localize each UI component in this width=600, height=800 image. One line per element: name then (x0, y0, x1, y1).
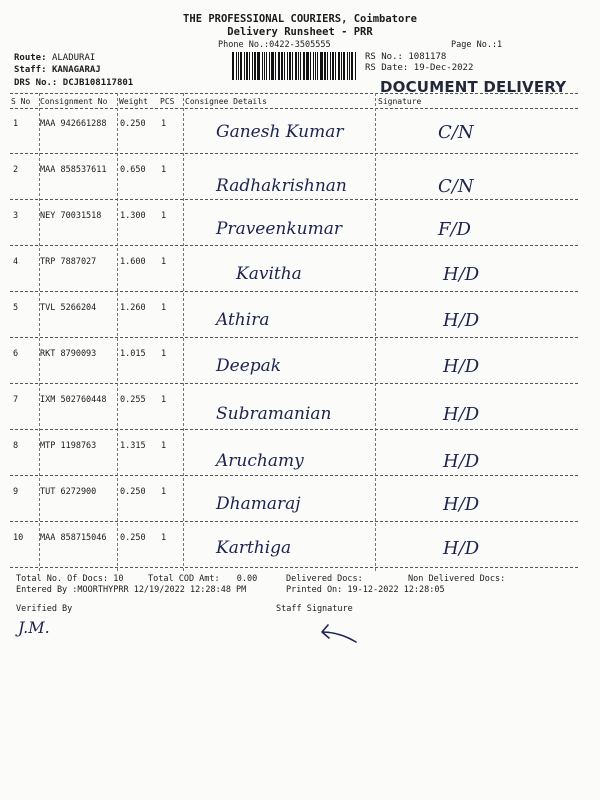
total-cod-value: 0.00 (236, 574, 258, 584)
row-sno: 3 (13, 211, 19, 221)
row-pcs: 1 (161, 303, 167, 313)
document-subtitle: Delivery Runsheet - PRR (227, 26, 373, 38)
row-weight: 0.250 (120, 119, 146, 129)
drs-value: DCJB108117801 (62, 78, 134, 88)
row-rule (10, 199, 578, 200)
row-rule (10, 521, 578, 522)
table-top-rule (10, 93, 578, 94)
row-weight: 0.250 (120, 487, 146, 497)
table-header-rule (10, 108, 578, 109)
row-consignment-no: MAA 858715046 (40, 533, 107, 543)
row-pcs: 1 (161, 533, 167, 543)
col-divider-consignment (117, 93, 118, 571)
row-consignee-name: Deepak (216, 356, 282, 376)
rs-no-value: 1081178 (408, 52, 447, 62)
staff-row (14, 65, 101, 75)
rs-date-value: 19-Dec-2022 (413, 63, 474, 73)
row-weight: 0.650 (120, 165, 146, 175)
row-consignee-name: Kavitha (236, 264, 302, 284)
delivered-docs-label: Delivered Docs: (286, 574, 363, 584)
col-divider-consignee (375, 93, 376, 571)
row-rule (10, 153, 578, 154)
rs-date-row (365, 63, 473, 73)
row-sno: 8 (13, 441, 19, 451)
drs-row (14, 78, 133, 88)
rs-no-row (365, 52, 446, 62)
col-header-pcs: PCS (160, 97, 175, 106)
row-rule (10, 567, 578, 568)
row-consignment-no: MAA 942661288 (40, 119, 107, 129)
row-consignee-name: Praveenkumar (216, 219, 343, 239)
row-pcs: 1 (161, 165, 167, 175)
total-cod (148, 574, 257, 584)
row-consignee-name: Dhamaraj (216, 494, 301, 514)
row-pcs: 1 (161, 487, 167, 497)
col-header-signature: Signature (378, 97, 422, 106)
route-row (14, 53, 95, 63)
row-pcs: 1 (161, 441, 167, 451)
page-number: Page No.:1 (451, 40, 503, 50)
row-weight: 1.300 (120, 211, 146, 221)
row-consignment-no: TUT 6272900 (40, 487, 97, 497)
document-delivery-stamp: DOCUMENT DELIVERY (380, 78, 567, 96)
row-pcs: 1 (161, 119, 167, 129)
staff-value: KANAGARAJ (51, 65, 101, 75)
col-header-weight: Weight (119, 97, 148, 106)
row-signature: H/D (443, 451, 480, 472)
row-rule (10, 291, 578, 292)
row-sno: 4 (13, 257, 19, 267)
row-consignment-no: TRP 7887027 (40, 257, 97, 267)
printed-on: Printed On: 19-12-2022 12:28:05 (286, 585, 445, 595)
rs-no-label: RS No.: (365, 52, 403, 62)
row-rule (10, 383, 578, 384)
rs-date-label: RS Date: (365, 63, 409, 73)
col-header-sno: S No (11, 97, 31, 106)
col-divider-pcs (183, 93, 184, 571)
total-docs-value: 10 (113, 574, 124, 584)
row-pcs: 1 (161, 257, 167, 267)
row-weight: 1.015 (120, 349, 146, 359)
row-signature: C/N (438, 122, 474, 143)
row-sno: 5 (13, 303, 19, 313)
row-rule (10, 337, 578, 338)
row-signature: H/D (443, 264, 480, 285)
route-value: ALADURAI (51, 53, 96, 63)
row-consignee-name: Subramanian (216, 404, 332, 424)
col-header-consignment: Consignment No (40, 97, 108, 106)
barcode (232, 52, 357, 80)
row-signature: C/N (438, 176, 474, 197)
row-signature: H/D (443, 356, 480, 377)
row-weight: 1.600 (120, 257, 146, 267)
row-signature: H/D (443, 310, 480, 331)
col-header-consignee: Consignee Details (185, 97, 267, 106)
verified-by-label: Verified By (16, 604, 73, 614)
row-consignment-no: MAA 858537611 (40, 165, 107, 175)
row-pcs: 1 (161, 211, 167, 221)
non-delivered-docs-label: Non Delivered Docs: (408, 574, 506, 584)
row-signature: H/D (443, 538, 480, 559)
row-consignment-no: NEY 70031518 (40, 211, 102, 221)
row-signature: H/D (443, 494, 480, 515)
entered-by: Entered By :MOORTHYPRR 12/19/2022 12:28:48 PM (16, 585, 247, 595)
document-title: THE PROFESSIONAL COURIERS, Coimbatore (183, 13, 417, 25)
verified-by-signature: J.M. (18, 618, 50, 637)
drs-label: DRS No.: (14, 78, 58, 88)
row-consignee-name: Radhakrishnan (216, 176, 347, 196)
row-rule (10, 475, 578, 476)
row-pcs: 1 (161, 395, 167, 405)
row-consignment-no: TVL 5266204 (40, 303, 97, 313)
row-weight: 0.255 (120, 395, 146, 405)
row-weight: 0.250 (120, 533, 146, 543)
row-signature: H/D (443, 404, 480, 425)
row-rule (10, 429, 578, 430)
row-consignment-no: MTP 1198763 (40, 441, 97, 451)
route-label: Route: (14, 53, 47, 63)
row-sno: 10 (13, 533, 24, 543)
row-consignee-name: Athira (216, 310, 270, 330)
row-sno: 2 (13, 165, 19, 175)
row-weight: 1.315 (120, 441, 146, 451)
row-pcs: 1 (161, 349, 167, 359)
total-docs (16, 574, 124, 584)
row-rule (10, 245, 578, 246)
row-consignment-no: IXM 502760448 (40, 395, 107, 405)
row-sno: 6 (13, 349, 19, 359)
row-sno: 7 (13, 395, 19, 405)
row-sno: 1 (13, 119, 19, 129)
total-docs-label: Total No. Of Docs: (16, 574, 109, 584)
total-cod-label: Total COD Amt: (148, 574, 220, 584)
row-consignment-no: RKT 8790093 (40, 349, 97, 359)
row-consignee-name: Aruchamy (216, 451, 304, 471)
row-consignee-name: Ganesh Kumar (216, 122, 344, 142)
staff-signature-mark (316, 620, 366, 646)
row-weight: 1.260 (120, 303, 146, 313)
row-signature: F/D (438, 219, 471, 240)
staff-label: Staff: (14, 65, 47, 75)
staff-signature-label: Staff Signature (276, 604, 353, 614)
row-consignee-name: Karthiga (216, 538, 292, 558)
phone-number: Phone No.:0422-3505555 (218, 40, 331, 50)
row-sno: 9 (13, 487, 19, 497)
